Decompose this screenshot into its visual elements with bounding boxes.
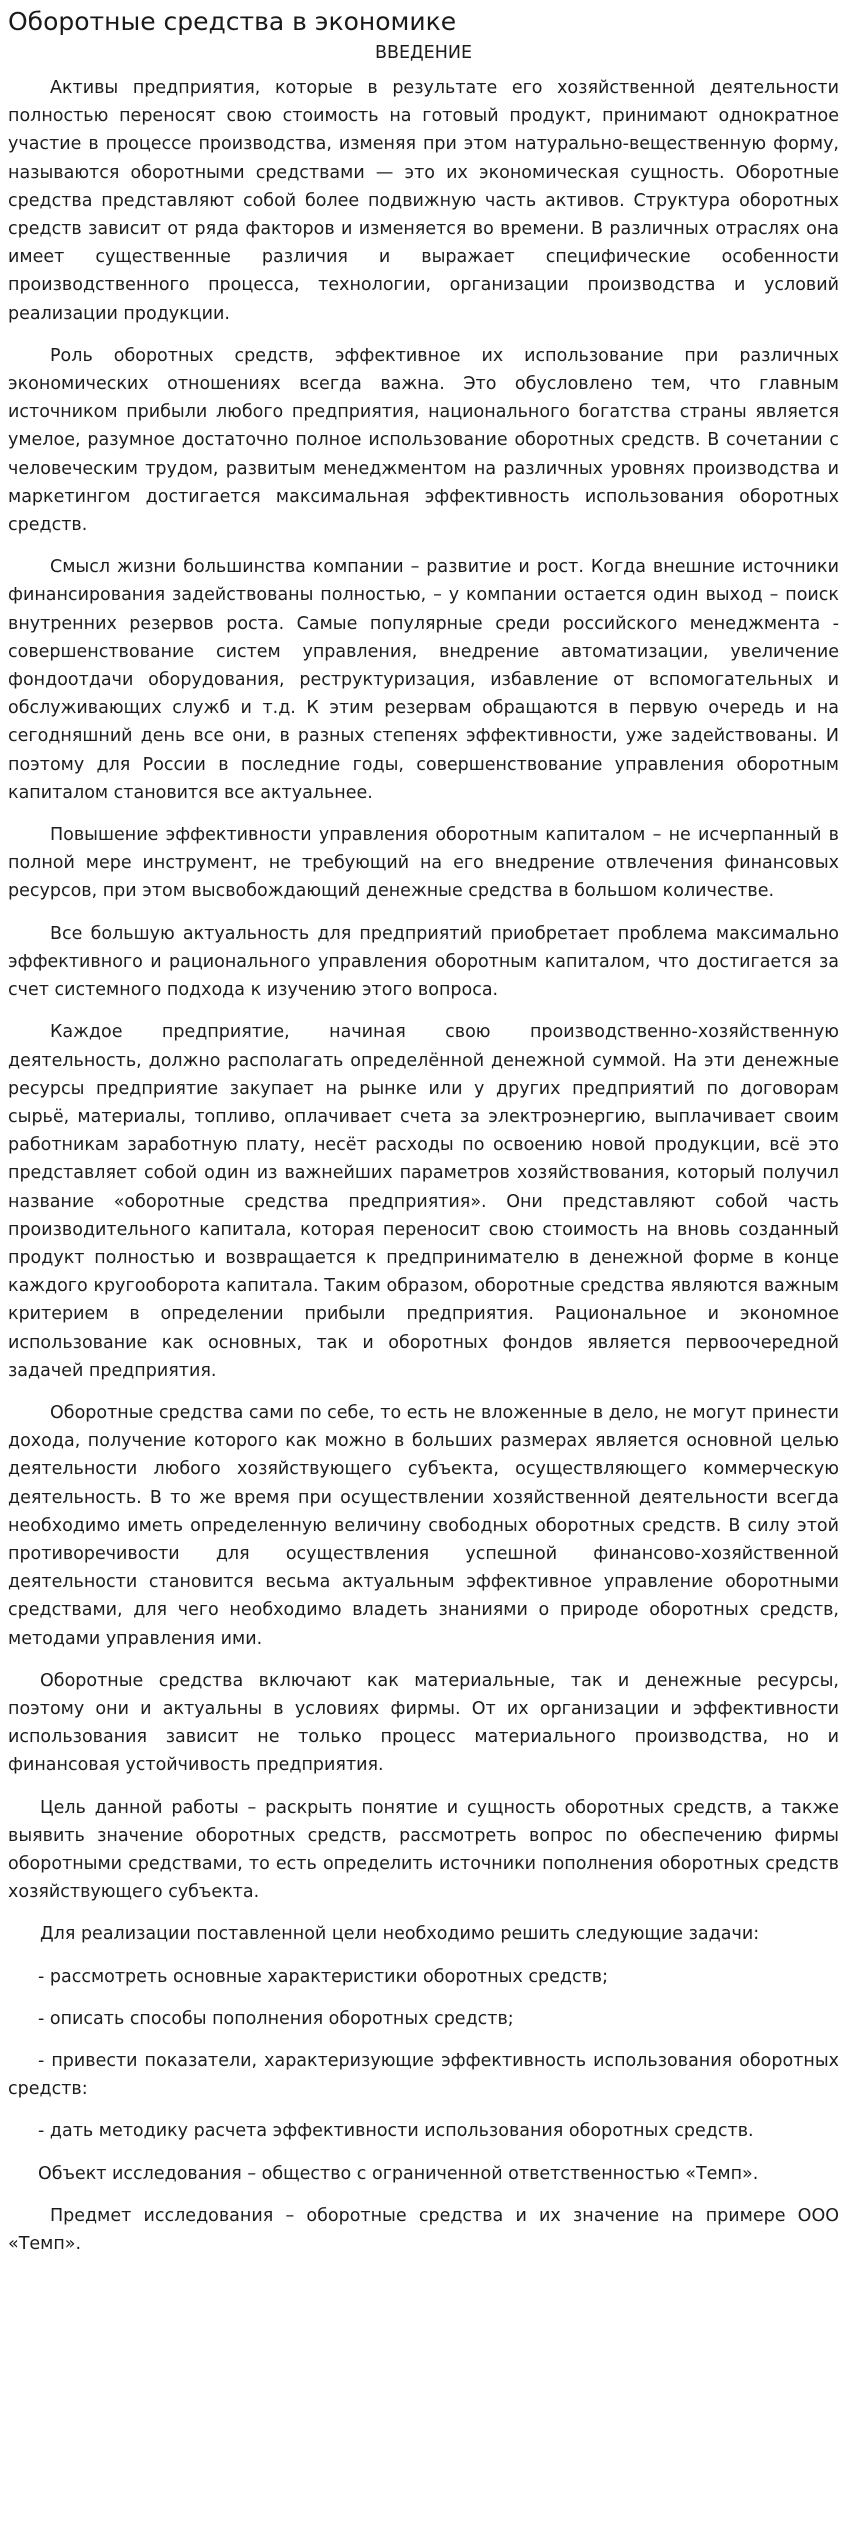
research-object: Объект исследования – общество с ограниченной ответственностью «Темп». (38, 2163, 759, 2184)
document-title: Оборотные средства в экономике (8, 7, 457, 36)
task-list-item: - рассмотреть основные характеристики оборотных средств; (38, 1966, 609, 1987)
paragraph-work-goal: Цель данной работы – раскрыть понятие и сущность оборотных средств, а также выявить значение оборотных средств, рассмотреть вопрос по обеспечению фирмы оборотными средствами, то есть определить источники пополнения оборотных средств хозяйствующего субъекта. (8, 1797, 839, 1903)
section-heading: ВВЕДЕНИЕ (374, 43, 473, 63)
paragraph-enterprise-funds: Каждое предприятие, начиная свою производственно-хозяйственную деятельность, должно располагать определённой денежной суммой. На эти денежные ресурсы предприятие закупает на рынке или у других предприятий по договорам сырьё, материалы, топливо, оплачивает счета за электроэнергию, выплачивает своим работникам заработную плату, несёт расходы по освоению новой продукции, всё это представляет собой один из важнейших параметров хозяйствования, который получил название «оборотные средства предприятия». Они представляют собой часть производительного капитала, которая переносит свою стоимость на вновь созданный продукт полностью и возвращается к предпринимателю в денежной форме в конце каждого кругооборота капитала. Таким образом, оборотные средства являются важным критерием в определении прибыли предприятия. Рациональное и экономное использование как основных, так и оборотных фондов является первоочередной задачей предприятия. (8, 1022, 839, 1381)
paragraph-role-of-working-capital: Роль оборотных средств, эффективное их использование при различных экономических отношениях всегда важна. Это обусловлено тем, что главным источником прибыли любого предприятия, национального богатства страны является умелое, разумное достаточно полное использование оборотных средств. В сочетании с человеческим трудом, развитым менеджментом на различных уровнях производства и маркетингом достигается максимальная эффективность использования оборотных средств. (8, 345, 839, 536)
paragraph-efficiency-instrument: Повышение эффективности управления оборотным капиталом – не исчерпанный в полной мере инструмент, не требующий на его внедрение отвлечения финансовых ресурсов, при этом высвобождающий денежные средства в большом количестве. (8, 825, 839, 902)
paragraph-resources: Оборотные средства включают как материальные, так и денежные ресурсы, поэтому они и актуальны в условиях фирмы. От их организации и эффективности использования зависит не только процесс материального производства, но и финансовая устойчивость предприятия. (8, 1670, 839, 1776)
task-list-item: - привести показатели, характеризующие эффективность использования оборотных средств: (8, 2051, 839, 2100)
task-list-item: - дать методику расчета эффективности использования оборотных средств. (38, 2121, 754, 2142)
paragraph-growth-reserves: Смысл жизни большинства компании – развитие и рост. Когда внешние источники финансирования задействованы полностью, – у компании остается один выход – поиск внутренних резервов роста. Самые популярные среди российского менеджмента - совершенствование систем управления, внедрение автоматизации, увеличение фондоотдачи оборудования, реструктуризация, избавление от вспомогательных и обслуживающих служб и т.д. К этим резервам обращаются в первую очередь и на сегодняшний день все они, в разных степенях эффективности, уже задействованы. И поэтому для России в последние годы, совершенствование управления оборотным капиталом становится все актуальнее. (8, 557, 839, 803)
paragraph-tasks-intro: Для реализации поставленной цели необходимо решить следующие задачи: (40, 1924, 760, 1945)
task-list-item: - описать способы пополнения оборотных средств; (38, 2008, 514, 2029)
paragraph-relevance: Все большую актуальность для предприятий приобретает проблема максимально эффективного и рационального управления оборотным капиталом, что достигается за счет системного подхода к изучению этого вопроса. (8, 923, 839, 1001)
paragraph-free-working-capital: Оборотные средства сами по себе, то есть не вложенные в дело, не могут принести дохода, получение которого как можно в больших размерах является основной целью деятельности любого хозяйствующего субъекта, осуществляющего коммерческую деятельность. В то же время при осуществлении хозяйственной деятельности всегда необходимо иметь определенную величину свободных оборотных средств. В силу этой противоречивости для осуществления успешной финансово-хозяйственной деятельности становится весьма актуальным эффективное управление оборотными средствами, для чего необходимо владеть знаниями о природе оборотных средств, методами управления ими. (8, 1402, 839, 1649)
paragraph-assets-definition: Активы предприятия, которые в результате его хозяйственной деятельности полностью переносят свою стоимость на готовый продукт, принимают однократное участие в процессе производства, изменяя при этом натурально-вещественную форму, называются оборотными средствами — это их экономическая сущность. Оборотные средства представляют собой более подвижную часть активов. Структура оборотных средств зависит от ряда факторов и изменяется во времени. В различных отраслях она имеет существенные различия и выражает специфические особенности производственного процесса, технологии, организации производства и условий реализации продукции. (8, 78, 839, 324)
research-subject: Предмет исследования – оборотные средства и их значение на примере ООО «Темп». (8, 2205, 839, 2255)
